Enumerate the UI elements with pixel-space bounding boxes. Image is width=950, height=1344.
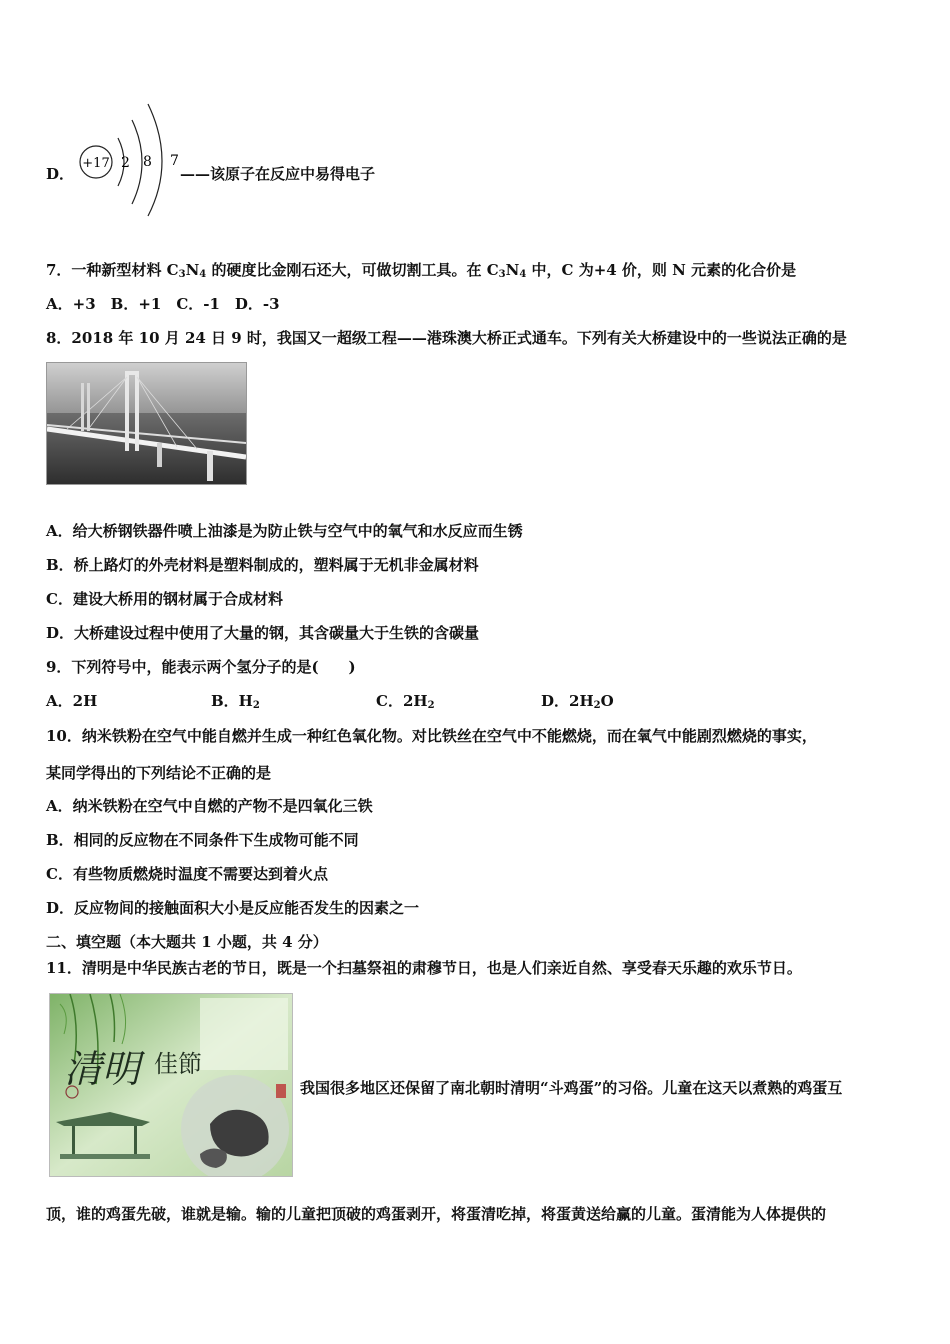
q8-option-a: A．给大桥钢铁器件喷上油漆是为防止铁与空气中的氧气和水反应而生锈 — [46, 522, 523, 540]
electron-shell-2 — [132, 120, 142, 204]
q8-option-c: C．建设大桥用的钢材属于合成材料 — [46, 590, 283, 608]
q9-option-b-sub: 2 — [252, 700, 260, 711]
q8-option-b: B．桥上路灯的外壳材料是塑料制成的，塑料属于无机非金属材料 — [46, 556, 479, 574]
q7-stem-part-3: 中，C 为+4 价，则 N 元素的化合价是 — [526, 261, 797, 279]
electrons-shell-3: 7 — [170, 153, 179, 169]
q9-option-b-text: B．H — [211, 692, 253, 710]
q7-sub: 3 — [178, 269, 186, 280]
q8-option-d: D．大桥建设过程中使用了大量的钢，其含碳量大于生铁的含碳量 — [46, 624, 480, 642]
q7-sub: 3 — [498, 269, 506, 280]
q8-stem: 8．2018 年 10 月 24 日 9 时，我国又一超级工程——港珠澳大桥正式通车。下列有关大桥建设中的一些说法正确的是 — [46, 329, 847, 347]
q7-sub: 4 — [199, 269, 207, 280]
q7-stem-part-1: 7．一种新型材料 C — [46, 261, 179, 279]
q7-stem-part: N — [185, 261, 200, 279]
q7-options: A．+3 B．+1 C．-1 D．-3 — [46, 295, 280, 313]
q9-option-b — [211, 690, 376, 717]
bridge-photo — [46, 362, 247, 485]
electrons-shell-1: 2 — [121, 155, 130, 171]
q7-sub: 4 — [519, 269, 527, 280]
q9-option-d — [541, 690, 614, 717]
q6-option-d-text: ——该原子在反应中易得电子 — [180, 165, 376, 183]
section-2-heading: 二、填空题（本大题共 1 小题，共 4 分） — [46, 933, 328, 951]
q7-stem-part-2: 的硬度比金刚石还大，可做切割工具。在 C — [206, 261, 499, 279]
q9-option-d-end: O — [600, 692, 614, 710]
q9-option-c-text: C．2H — [376, 692, 428, 710]
q9-option-a: A．2H — [46, 692, 98, 710]
bridge-illustration — [47, 363, 246, 484]
q7-stem-part: N — [505, 261, 520, 279]
nucleus-charge: +17 — [82, 156, 110, 171]
q9-option-d-text: D．2H — [541, 692, 594, 710]
electrons-shell-2: 8 — [143, 154, 152, 170]
q10-option-d: D．反应物间的接触面积大小是反应能否发生的因素之一 — [46, 899, 420, 917]
atom-structure-diagram — [72, 98, 182, 220]
jiajie-calligraphy: 佳節 — [154, 1050, 202, 1078]
q10-option-a: A．纳米铁粉在空气中自燃的产物不是四氧化三铁 — [46, 797, 373, 815]
q10-stem-line-2: 某同学得出的下列结论不正确的是 — [46, 764, 272, 782]
q10-option-b: B．相同的反应物在不同条件下生成物可能不同 — [46, 831, 359, 849]
q11-stem: 11．清明是中华民族古老的节日，既是一个扫墓祭祖的肃穆节日，也是人们亲近自然、享受春天乐趣的欢乐节日。 — [46, 959, 802, 977]
q9-option-d-sub: 2 — [593, 700, 601, 711]
q11-continue-text: 顶，谁的鸡蛋先破，谁就是输。输的儿童把顶破的鸡蛋剥开，将蛋清吃掉，将蛋黄送给赢的儿童。蛋清能为人体提供的 — [46, 1205, 827, 1223]
q7-stem — [46, 259, 796, 286]
q10-stem-line-1: 10．纳米铁粉在空气中能自燃并生成一种红色氧化物。对比铁丝在空气中不能燃烧，而在氧气中能剧烈燃烧的事实， — [46, 727, 817, 745]
qingming-illustration — [49, 993, 293, 1177]
qingming-scene — [50, 994, 292, 1176]
q10-option-c: C．有些物质燃烧时温度不需要达到着火点 — [46, 865, 328, 883]
qingming-calligraphy: 清明 — [64, 1047, 141, 1091]
q9-stem: 9．下列符号中，能表示两个氢分子的是( ) — [46, 658, 356, 676]
q9-option-c — [376, 690, 541, 717]
q6-option-d-label: D． — [46, 165, 75, 183]
q9-options — [46, 690, 614, 717]
q11-side-text: 我国很多地区还保留了南北朝时清明“斗鸡蛋”的习俗。儿童在这天以煮熟的鸡蛋互 — [300, 1079, 843, 1097]
q9-option-c-sub: 2 — [427, 700, 435, 711]
